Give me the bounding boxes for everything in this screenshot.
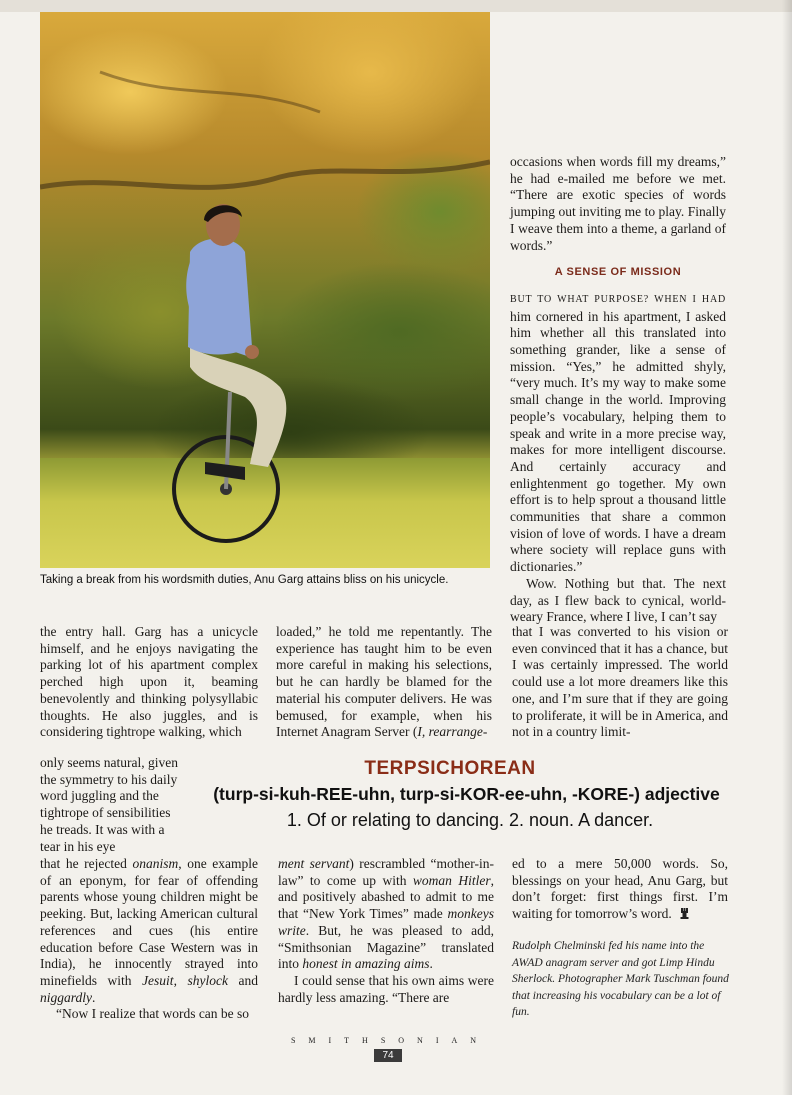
paragraph: that I was converted to his vision or even convinced that it has a chance, but I was certainly impressed. The world could use a lot more dreamers like this one, and I’m sure that if they are going to proliferate, it will be in America, and not in a country limit- bbox=[512, 624, 728, 740]
chess-rook-end-icon bbox=[680, 908, 689, 919]
paragraph-text: loaded,” he told me repentantly. The experience has taught him to be even more careful in making his selections, but he can hardly be blamed for the material his computer delivers. He was bemused, for example, when his Internet Anagram Server ( bbox=[276, 624, 492, 740]
column-3-middle bbox=[512, 624, 728, 741]
italic-anagram: I, rearrange- bbox=[417, 724, 488, 740]
column-2-bottom bbox=[278, 856, 494, 1006]
paragraph: I could sense that his own aims were hardly less amazing. “There are bbox=[278, 972, 494, 1005]
italic-anagram: honest in amazing aims bbox=[302, 956, 430, 972]
page-number: 74 bbox=[374, 1049, 402, 1062]
unicyclist-figure bbox=[40, 12, 490, 568]
column-3-bottom bbox=[512, 856, 728, 923]
column-2-middle bbox=[276, 624, 492, 741]
page-shadow bbox=[782, 0, 792, 1095]
wrap-column bbox=[40, 755, 185, 855]
paragraph: only seems natural, given the symmetry to his daily word juggling and the tightrope of sensibilities he treads. It was with a tear in his eye bbox=[40, 755, 178, 854]
section-heading: A SENSE OF MISSION bbox=[554, 266, 682, 279]
paragraph: the entry hall. Garg has a unicycle himself, and he enjoys navigating the parking lot of his apartment complex perched high upon it, beaming benevolently and thinking polysyllabic thoughts. He also juggles, and is considering tightrope walking, which bbox=[40, 624, 258, 740]
italic-anagram: woman Hitler bbox=[412, 872, 491, 888]
paragraph: “Now I realize that words can be so bbox=[56, 1006, 250, 1022]
paragraph-text: , and positively abashed to admit to me that “New York Times” made bbox=[278, 872, 494, 922]
lead-in-smallcaps: BUT TO WHAT PURPOSE? WHEN I HAD bbox=[510, 293, 726, 305]
paragraph bbox=[510, 290, 726, 576]
paragraph-text: . But, he was pleased to add, “Smithsonian Magazine” translated into bbox=[278, 922, 494, 972]
definition-word: TERPSICHOREAN bbox=[364, 758, 536, 779]
paragraph-text: , one example of an eponym, for fear of offending parents whose young children might be peeking. But, lacking American cultural references and cues (his entire education before Case Western was in India), he innocently strayed into minefields with bbox=[40, 856, 258, 988]
magazine-name: SMITHSONIAN bbox=[290, 1036, 490, 1045]
definition-pronunciation: (turp-si-kuh-REE-uhn, turp-si-KOR-ee-uhn, -KORE-) adjective bbox=[213, 784, 720, 804]
paragraph-text: . bbox=[429, 956, 433, 972]
column-1-middle bbox=[40, 624, 258, 741]
paragraph bbox=[40, 856, 258, 1006]
italic-word: onanism bbox=[132, 856, 179, 871]
paragraph-text: . bbox=[92, 989, 96, 1005]
paragraph: occasions when words fill my dreams,” he had e-mailed me before we met. “There are exotic species of words jumping out inviting me to play. Finally I weave them into a theme, a garland of words.” bbox=[510, 154, 726, 253]
italic-word: Jesuit bbox=[142, 972, 174, 988]
paragraph bbox=[278, 856, 494, 973]
italic-word: niggardly bbox=[40, 989, 92, 1005]
italic-anagram: monkeys write bbox=[278, 906, 494, 938]
right-column-top bbox=[510, 154, 726, 626]
paragraph-text: , bbox=[173, 972, 188, 988]
definition-meaning: 1. Of or relating to dancing. 2. noun. A dancer. bbox=[286, 810, 654, 830]
page-top-edge bbox=[0, 0, 792, 12]
photo-caption: Taking a break from his wordsmith duties, Anu Garg attains bliss on his unicycle. bbox=[40, 574, 449, 586]
paragraph-text: that he rejected bbox=[40, 856, 133, 871]
paragraph: Wow. Nothing but that. The next day, as I flew back to cynical, world-weary France, where I live, I can’t say bbox=[510, 575, 726, 625]
paragraph-text: ed to a mere 50,000 words. So, blessings on your head, Anu Garg, but don’t forget: first things first. I’m waiting for tomorrow’s word. bbox=[512, 856, 728, 922]
author-bio: Rudolph Chelminski fed his name into the AWAD anagram server and got Limp Hindu Sherlock. Photographer Mark Tuschman found that increasing his vocabulary can be a lot of fun. bbox=[512, 940, 729, 1018]
paragraph bbox=[276, 624, 492, 741]
italic-anagram: ment servant bbox=[278, 856, 350, 871]
italic-word: shylock bbox=[187, 972, 228, 988]
paragraph-text: him cornered in his apartment, I asked him whether all this translated into something grander, like a sense of mission. “Yes,” he admitted shyly, “very much. It’s my way to make some small change in the world. Improving people’s vocabulary, helping them to speak and write in a more precise way, makes for more intelligent discourse. And certainly accuracy and enlightenment go together. My own effort is to help sprout a thousand little communities that share a common vision of love of words. I have a dream where society will replace guns with dictionaries.” bbox=[510, 308, 726, 575]
paragraph-text: ) rescrambled “mother-in-law” to come up with bbox=[278, 856, 495, 888]
paragraph-text: and bbox=[227, 972, 258, 988]
unicycle-photo bbox=[40, 12, 490, 568]
paragraph bbox=[512, 856, 728, 923]
column-1-bottom bbox=[40, 856, 258, 1023]
